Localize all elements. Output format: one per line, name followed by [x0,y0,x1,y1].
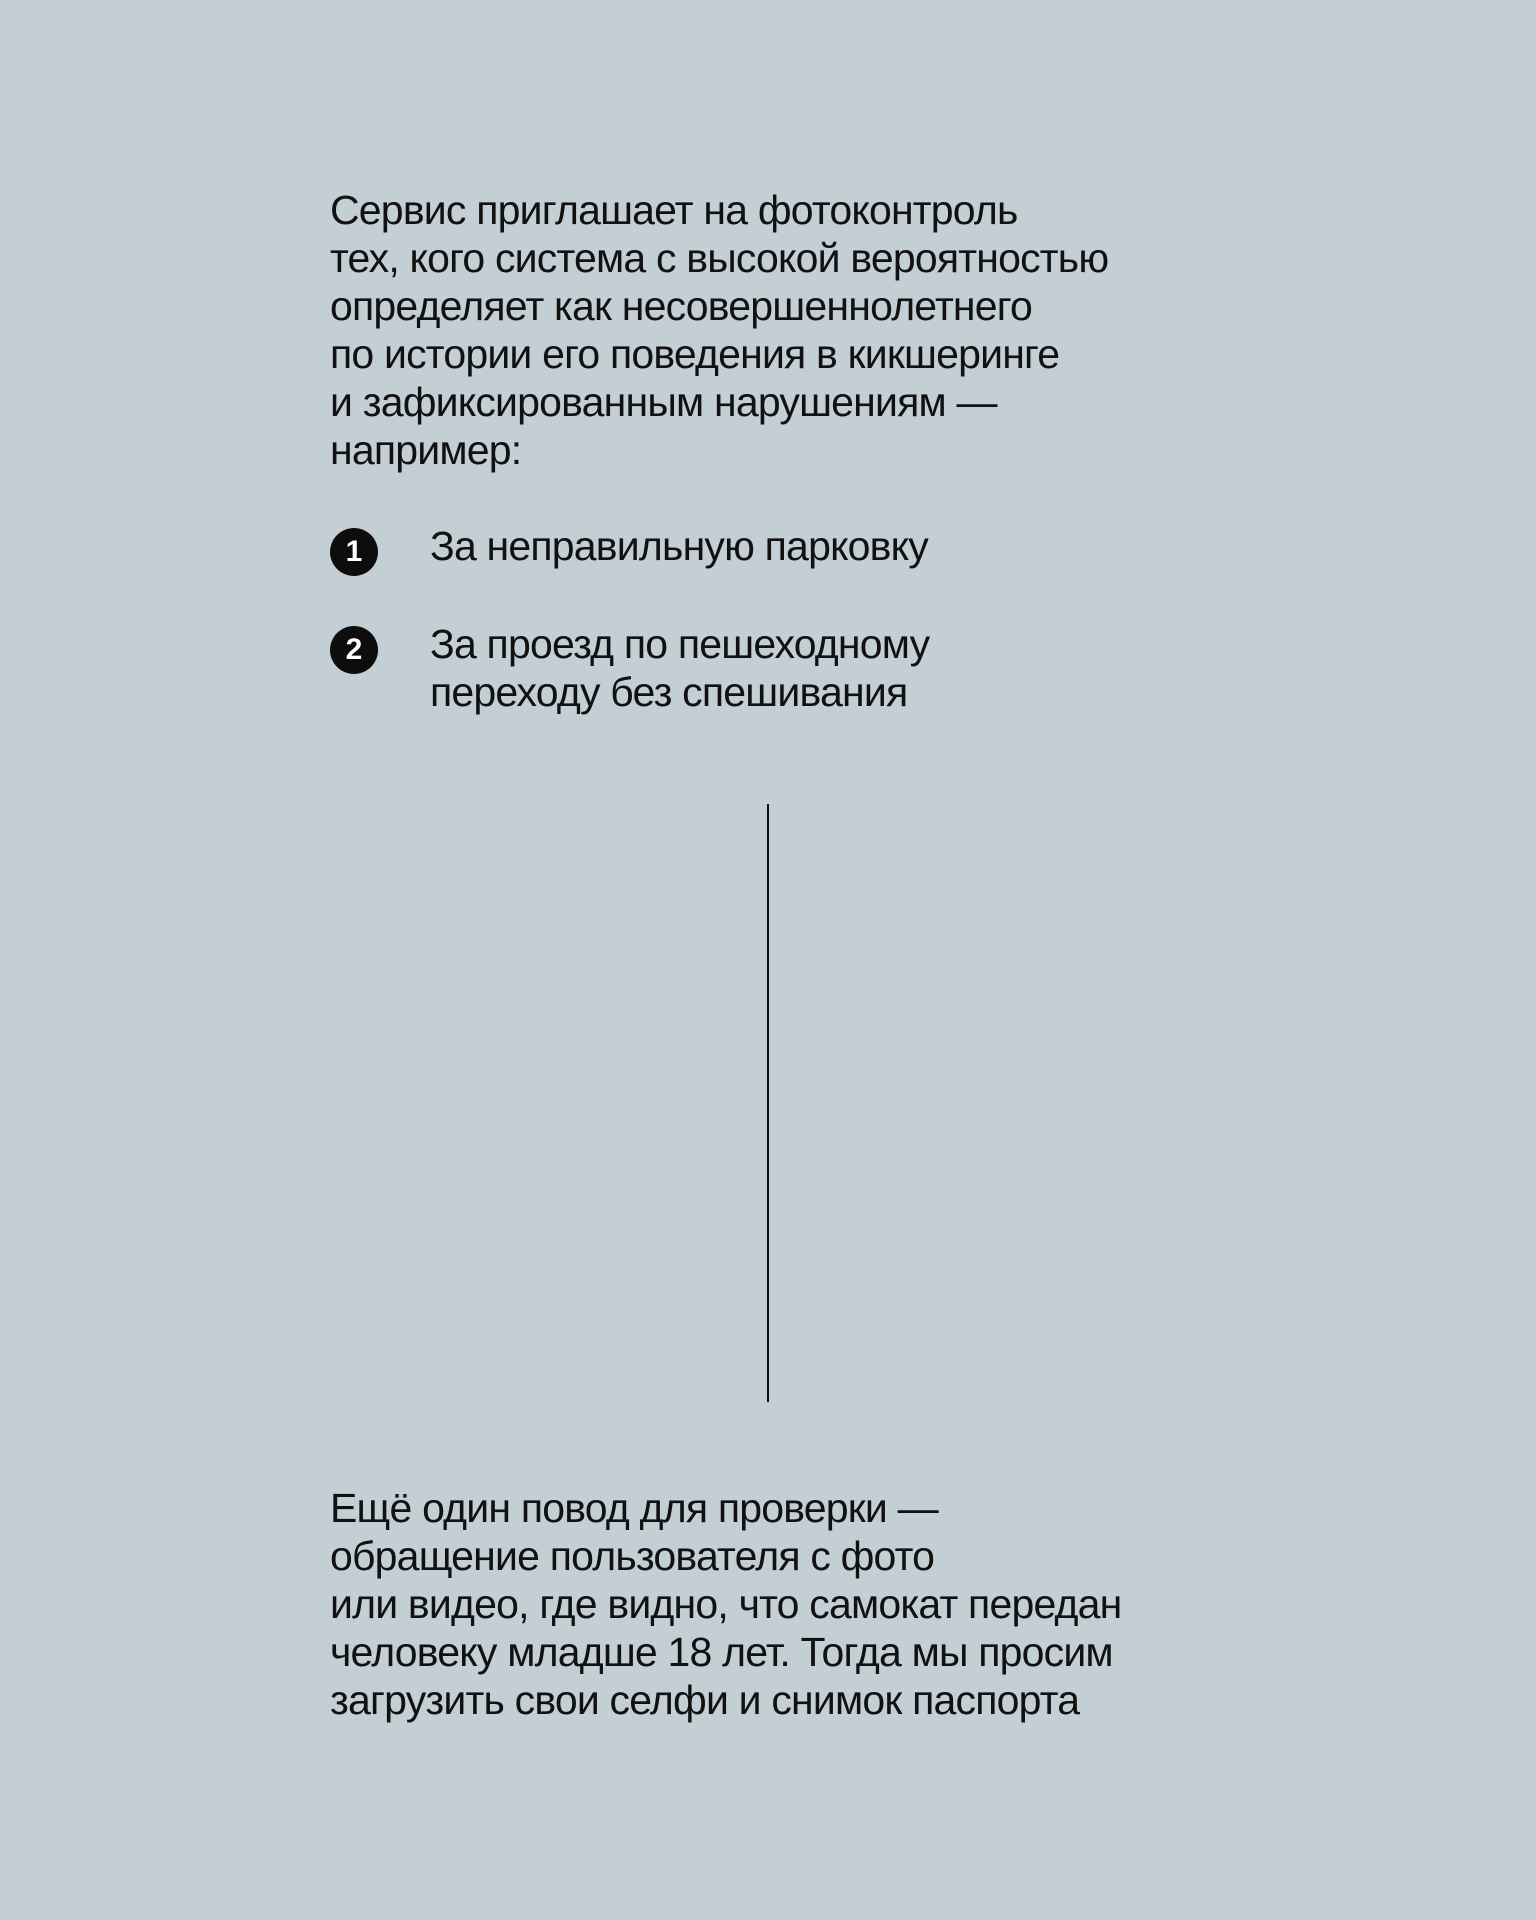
outro-line: обращение пользователя с фото [330,1533,935,1579]
outro-line: Ещё один повод для проверки — [330,1485,938,1531]
intro-line: тех, кого система с высокой вероятностью [330,235,1109,281]
list-item-text: переходу без спешивания [430,669,908,715]
number-badge: 2 [330,626,378,674]
intro-paragraph [330,186,1290,474]
list-item-text: За неправильную парковку [430,523,928,569]
intro-line: например: [330,427,522,473]
outro-paragraph [330,1484,1290,1724]
intro-line: определяет как несовершеннолетнего [330,283,1033,329]
outro-line: или видео, где видно, что самокат передан [330,1581,1122,1627]
outro-line: загрузить свои селфи и снимок паспорта [330,1677,1080,1723]
vertical-divider [767,804,769,1402]
intro-line: по истории его поведения в кикшеринге [330,331,1060,377]
number-badge: 1 [330,528,378,576]
list-item-text: За проезд по пешеходному [430,621,930,667]
examples-list [330,522,1230,716]
intro-line: Сервис приглашает на фотоконтроль [330,187,1018,233]
outro-line: человеку младше 18 лет. Тогда мы просим [330,1629,1113,1675]
intro-line: и зафиксированным нарушениям — [330,379,997,425]
list-item [330,522,1230,570]
list-item [330,620,1230,716]
